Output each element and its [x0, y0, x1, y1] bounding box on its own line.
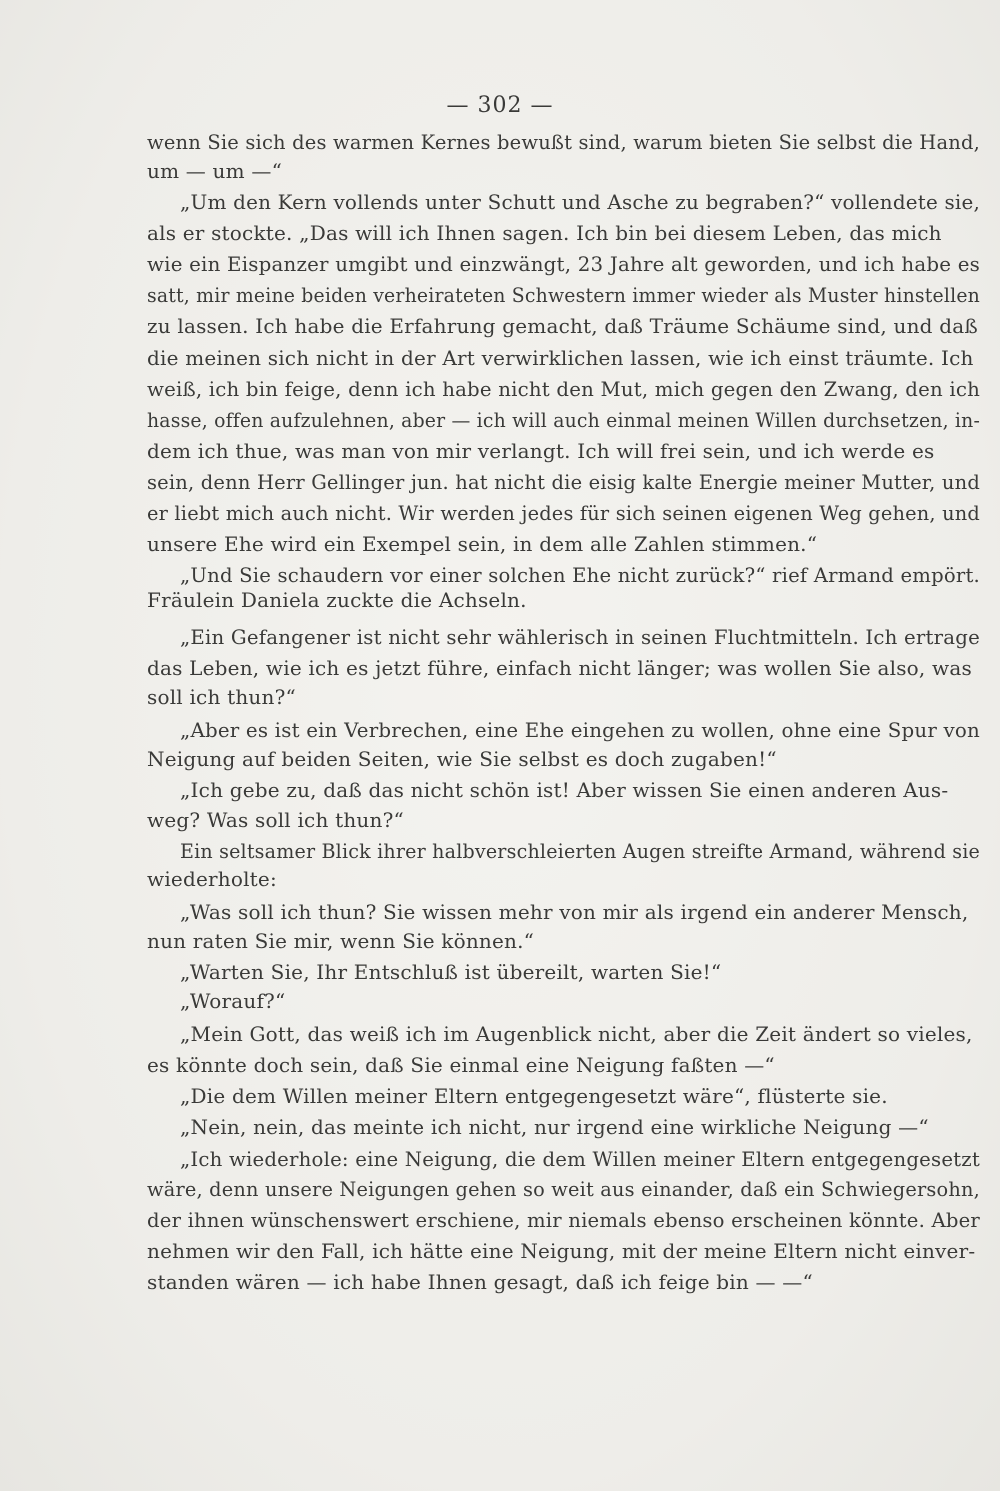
text-line: Ein seltsamer Blick ihrer halbverschleierten Augen streifte Armand, während sie: [180, 839, 980, 863]
text-line: „Ich wiederhole: eine Neigung, die dem Willen meiner Eltern entgegengesetzt: [180, 1147, 980, 1171]
text-line: soll ich thun?“: [147, 685, 296, 709]
text-line: „Nein, nein, das meinte ich nicht, nur irgend eine wirkliche Neigung —“: [180, 1115, 929, 1139]
text-line: nun raten Sie mir, wenn Sie können.“: [147, 929, 535, 953]
text-line: „Ein Gefangener ist nicht sehr wählerisch in seinen Fluchtmitteln. Ich ertrage: [180, 625, 980, 649]
text-line: er liebt mich auch nicht. Wir werden jedes für sich seinen eigenen Weg gehen, und: [147, 501, 980, 525]
text-line: als er stockte. „Das will ich Ihnen sagen. Ich bin bei diesem Leben, das mich: [147, 221, 942, 245]
text-line: es könnte doch sein, daß Sie einmal eine Neigung faßten —“: [147, 1053, 775, 1077]
text-line: Neigung auf beiden Seiten, wie Sie selbst es doch zugaben!“: [147, 747, 777, 771]
text-line: „Ich gebe zu, daß das nicht schön ist! Aber wissen Sie einen anderen Aus-: [180, 778, 949, 802]
text-line: zu lassen. Ich habe die Erfahrung gemacht, daß Träume Schäume sind, und daß: [147, 314, 978, 338]
text-line: „Aber es ist ein Verbrechen, eine Ehe eingehen zu wollen, ohne eine Spur von: [180, 718, 980, 742]
text-line: hasse, offen aufzulehnen, aber — ich will auch einmal meinen Willen durchsetzen, in-: [147, 408, 980, 432]
text-line: der ihnen wünschenswert erschiene, mir niemals ebenso erscheinen könnte. Aber: [147, 1208, 980, 1232]
text-line: „Um den Kern vollends unter Schutt und Asche zu begraben?“ vollendete sie,: [180, 190, 980, 214]
text-line: weiß, ich bin feige, denn ich habe nicht den Mut, mich gegen den Zwang, den ich: [147, 377, 980, 401]
text-line: unsere Ehe wird ein Exempel sein, in dem alle Zahlen stimmen.“: [147, 532, 818, 556]
text-line: „Und Sie schaudern vor einer solchen Ehe nicht zurück?“ rief Armand empört.: [180, 563, 980, 587]
text-line: das Leben, wie ich es jetzt führe, einfach nicht länger; was wollen Sie also, was: [147, 656, 972, 680]
text-line: sein, denn Herr Gellinger jun. hat nicht die eisig kalte Energie meiner Mutter, und: [147, 470, 980, 494]
page-number: — 302 —: [446, 93, 554, 118]
text-line: „Worauf?“: [180, 989, 286, 1013]
text-line: dem ich thue, was man von mir verlangt. Ich will frei sein, und ich werde es: [147, 439, 935, 463]
text-line: weg? Was soll ich thun?“: [147, 808, 404, 832]
text-line: standen wären — ich habe Ihnen gesagt, daß ich feige bin — —“: [147, 1270, 813, 1294]
text-line: „Mein Gott, das weiß ich im Augenblick nicht, aber die Zeit ändert so vieles,: [180, 1022, 973, 1046]
text-line: wäre, denn unsere Neigungen gehen so weit aus einander, daß ein Schwiegersohn,: [147, 1177, 980, 1201]
text-line: wiederholte:: [147, 867, 277, 891]
text-line: Fräulein Daniela zuckte die Achseln.: [147, 588, 527, 612]
text-line: wenn Sie sich des warmen Kernes bewußt sind, warum bieten Sie selbst die Hand,: [147, 130, 980, 154]
text-line: „Die dem Willen meiner Eltern entgegengesetzt wäre“, flüsterte sie.: [180, 1084, 888, 1108]
text-line: die meinen sich nicht in der Art verwirklichen lassen, wie ich einst träumte. Ich: [147, 346, 974, 370]
text-line: nehmen wir den Fall, ich hätte eine Neigung, mit der meine Eltern nicht einver-: [147, 1239, 976, 1263]
text-line: wie ein Eispanzer umgibt und einzwängt, 23 Jahre alt geworden, und ich habe es: [147, 252, 980, 276]
text-line: „Was soll ich thun? Sie wissen mehr von mir als irgend ein anderer Mensch,: [180, 900, 969, 924]
text-line: satt, mir meine beiden verheirateten Schwestern immer wieder als Muster hinstellen: [147, 283, 980, 307]
text-line: „Warten Sie, Ihr Entschluß ist übereilt, warten Sie!“: [180, 960, 722, 984]
text-line: um — um —“: [147, 159, 282, 183]
